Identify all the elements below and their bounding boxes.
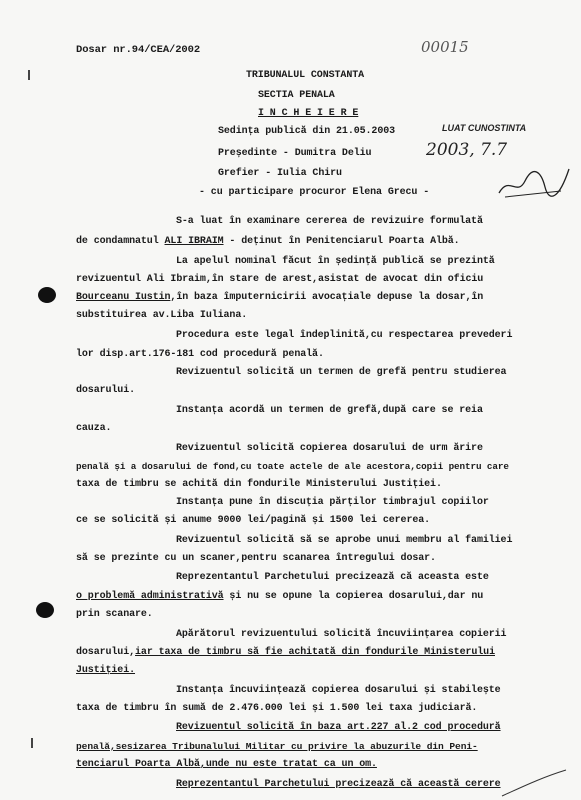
body-line: penală și a dosarului de fond,cu toate actele de ale acestora,copii pentru care (76, 461, 509, 472)
body-line: cauza. (76, 423, 112, 434)
body-line: penală,sesizarea Tribunalului Militar cu privire la abuzurile din Peni- (76, 741, 478, 752)
handwritten-date: 2003, 7.7 (426, 140, 508, 160)
document-title: I N C H E I E R E (258, 108, 359, 119)
clerk-line: Grefier - Iulia Chiru (218, 168, 342, 179)
body-line: S-a luat în examinare cererea de revizuire formulată (176, 216, 483, 227)
body-line: Revizuentul solicită copierea dosarului de urm ărire (176, 443, 483, 454)
body-line: dosarului. (76, 385, 136, 396)
body-line: Revizuentul solicită un termen de grefă pentru studierea (176, 367, 507, 378)
case-number: Dosar nr.94/CEA/2002 (76, 44, 201, 56)
body-line: Apărătorul revizuentului solicită încuviințarea copierii (176, 629, 507, 640)
signature-scribble (495, 163, 575, 203)
body-line: prin scanare. (76, 609, 153, 620)
body-line: taxa de timbru în sumă de 2.476.000 lei și 1.500 lei taxa judiciară. (76, 703, 478, 714)
margin-mark (28, 70, 30, 80)
body-line: revizuentul Ali Ibraim,în stare de arest,asistat de avocat din oficiu (76, 274, 484, 285)
body-line: dosarului,iar taxa de timbru să fie achitată din fondurile Ministerului (76, 647, 495, 658)
court-name: TRIBUNALUL CONSTANTA (246, 70, 365, 81)
punch-hole-top (38, 287, 56, 303)
body-line: Instanța pune în discuția părților timbrajul copiilor (176, 497, 489, 508)
body-line: Reprezentantul Parchetului precizează că aceasta este (176, 572, 489, 583)
court-section: SECTIA PENALA (258, 90, 335, 101)
body-line: Justiției. (76, 665, 136, 676)
body-line: lor disp.art.176-181 cod procedură penală. (76, 349, 324, 360)
body-line: să se prezinte cu un scaner,pentru scanarea întregului dosar. (76, 553, 436, 564)
body-line: tenciarul Poarta Albă,unde nu este tratat ca un om. (76, 759, 377, 770)
acknowledgement-stamp: LUAT CUNOSTINTA (442, 123, 527, 133)
body-line: Revizuentul solicită în baza art.227 al.2 cod procedură (176, 722, 501, 733)
body-line: o problemă administrativă și nu se opune la copierea dosarului,dar nu (76, 591, 484, 602)
body-line: Instanța încuviințează copierea dosarului și stabilește (176, 685, 501, 696)
body-line: Bourceanu Iustin,în baza împuternicirii avocațiale depuse la dosar,în (76, 292, 484, 303)
body-line: substituirea av.Liba Iuliana. (76, 310, 248, 321)
body-line: La apelul nominal făcut în ședință publică se prezintă (176, 256, 495, 267)
margin-mark (31, 738, 33, 748)
body-line: Procedura este legal îndeplinită,cu respectarea prevederi (176, 330, 513, 341)
handwritten-page-number: 00015 (421, 38, 469, 56)
body-line: ce se solicită și anume 9000 lei/pagină și 1500 lei cererea. (76, 515, 431, 526)
body-line: Instanța acordă un termen de grefă,după care se reia (176, 405, 483, 416)
pen-stroke (500, 768, 570, 798)
body-line: de condamnatul ALI IBRAIM - deținut în Penitenciarul Poarta Albă. (76, 236, 460, 247)
body-line: taxa de timbru se achită din fondurile Ministerului Justiției. (76, 479, 442, 490)
president-line: Președinte - Dumitra Deliu (218, 148, 372, 159)
punch-hole-bottom (36, 602, 54, 618)
body-line: Revizuentul solicită să se aprobe unui membru al familiei (176, 535, 513, 546)
body-line: Reprezentantul Parchetului precizează că această cerere (176, 779, 501, 790)
prosecutor-line: - cu participare procuror Elena Grecu - (199, 187, 430, 198)
session-line: Sedința publică din 21.05.2003 (218, 126, 396, 137)
